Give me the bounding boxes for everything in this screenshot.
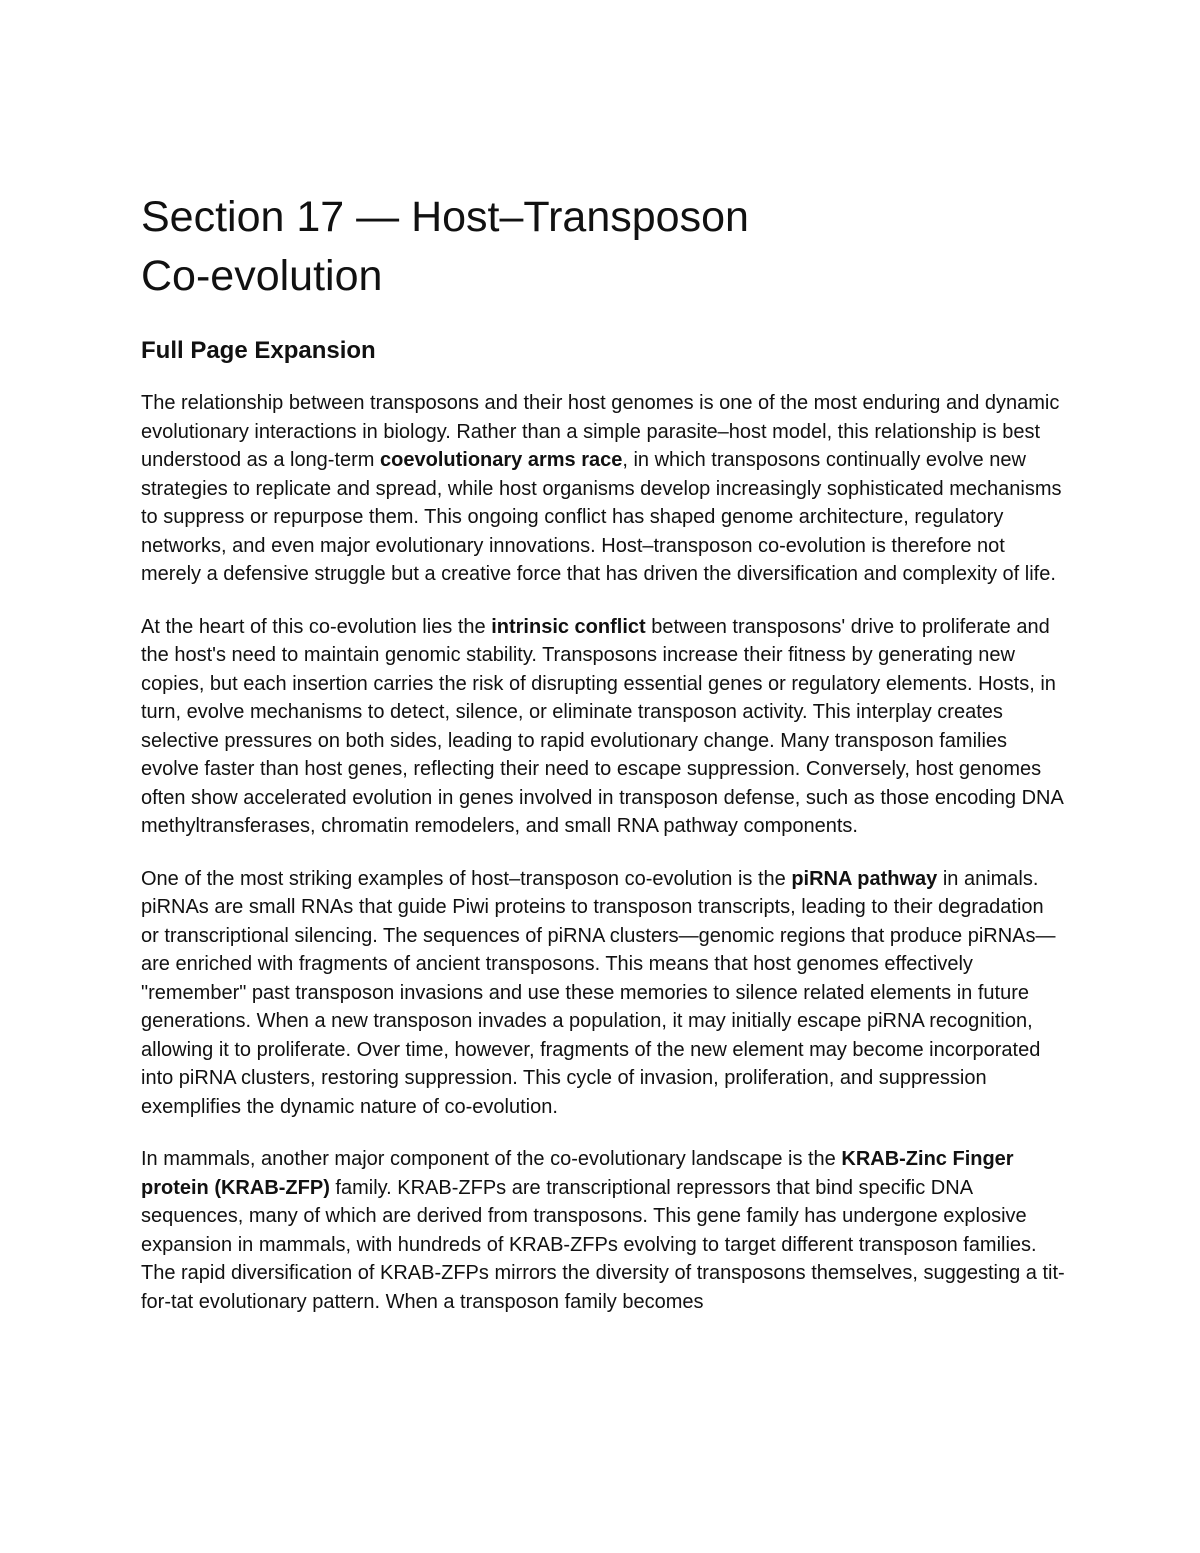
title-line-1: Section 17 — Host–Transposon xyxy=(141,193,749,241)
paragraph-3-text-c: in animals. piRNAs are small RNAs that guide Piwi proteins to transposon transcripts, leading to their degradation or transcriptional silencing. The sequences of piRNA clusters—genomic regions that produce piRNAs—are enriched with fragments of ancient transposons. This means that host genomes effectively "remember" past transposon invasions and use these memories to silence related elements in future generations. When a new transposon invades a population, it may initially escape piRNA recognition, allowing it to proliferate. Over time, however, fragments of the new element may become incorporated into piRNA clusters, restoring suppression. This cycle of invasion, proliferation, and suppression exemplifies the dynamic nature of co-evolution. xyxy=(141,867,1056,1118)
section-subtitle: Full Page Expansion xyxy=(141,337,376,364)
document-page xyxy=(141,188,1066,1340)
paragraph-2-text-a: At the heart of this co-evolution lies the xyxy=(141,615,492,638)
paragraph-1-text-c: , in which transposons continually evolve new strategies to replicate and spread, while host organisms develop increasingly sophisticated mechanisms to suppress or repurpose them. This ongoing conflict has shaped genome architecture, regulatory networks, and even major evolutionary innovations. Host–transposon co-evolution is therefore not merely a defensive struggle but a creative force that has driven the diversification and complexity of life. xyxy=(141,449,1062,585)
paragraph-1-bold-term: coevolutionary arms race xyxy=(380,449,623,471)
page-title xyxy=(141,188,1066,306)
paragraph-2-text-c: between transposons' drive to proliferate and the host's need to maintain genomic stability. Transposons increase their fitness by generating new copies, but each insertion carries the risk of disrupting essential genes or regulatory elements. Hosts, in turn, evolve mechanisms to detect, silence, or eliminate transposon activity. This interplay creates selective pressures on both sides, leading to rapid evolutionary change. Many transposon families evolve faster than host genes, reflecting their need to escape suppression. Conversely, host genomes often show accelerated evolution in genes involved in transposon defense, such as those encoding DNA methyltransferases, chromatin remodelers, and small RNA pathway components. xyxy=(141,615,1063,837)
paragraph-4 xyxy=(141,1145,1066,1316)
paragraph-1 xyxy=(141,389,1066,589)
paragraph-2 xyxy=(141,613,1066,841)
paragraph-3 xyxy=(141,865,1066,1122)
paragraph-4-text-a: In mammals, another major component of the co-evolutionary landscape is the xyxy=(141,1148,842,1170)
paragraph-4-bold-term: KRAB-Zinc Finger protein (KRAB-ZFP) xyxy=(141,1148,1014,1199)
paragraph-2-bold-term: intrinsic conflict xyxy=(491,615,646,638)
title-line-2: Co-evolution xyxy=(141,252,383,300)
paragraph-3-text-a: One of the most striking examples of host–transposon co-evolution is the xyxy=(141,867,792,890)
paragraph-1-text-a: The relationship between transposons and their host genomes is one of the most enduring and dynamic evolutionary interactions in biology. Rather than a simple parasite–host model, this relationship is best understood as a long-term xyxy=(141,392,1060,471)
paragraph-4-text-c: family. KRAB-ZFPs are transcriptional repressors that bind specific DNA sequences, many of which are derived from transposons. This gene family has undergone explosive expansion in mammals, with hundreds of KRAB-ZFPs evolving to target different transposon families. The rapid diversification of KRAB-ZFPs mirrors the diversity of transposons themselves, suggesting a tit-for-tat evolutionary pattern. When a transposon family becomes xyxy=(141,1176,1065,1313)
paragraph-3-bold-term: piRNA pathway xyxy=(791,867,938,890)
